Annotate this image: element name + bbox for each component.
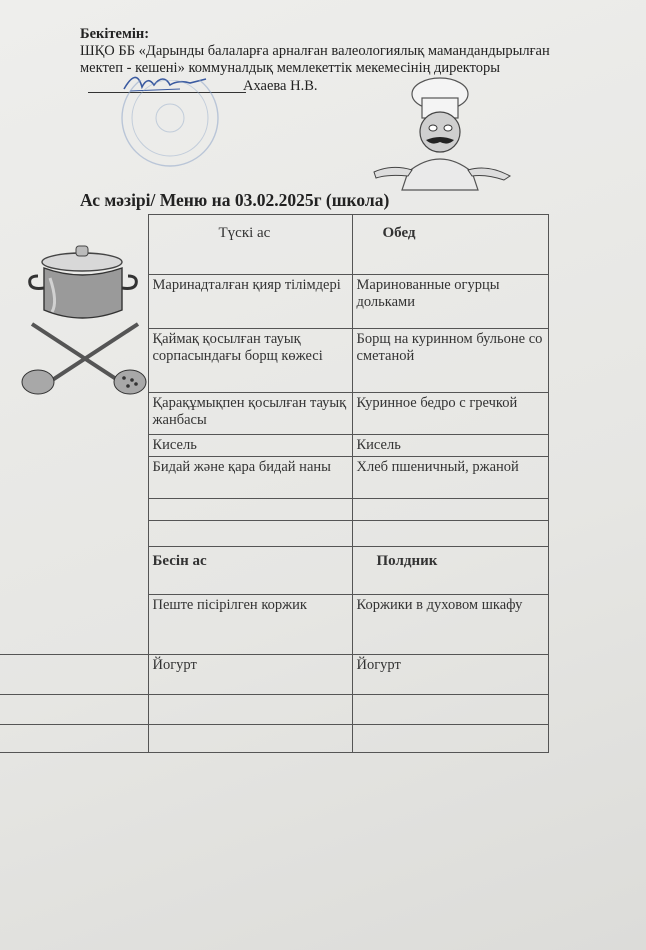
table-row	[0, 595, 548, 655]
pot-and-ladles-illustration	[18, 232, 153, 407]
table-row	[0, 499, 548, 521]
dish-ru: Хлеб пшеничный, ржаной	[352, 457, 548, 499]
table-row	[0, 457, 548, 499]
dish-ru: Кисель	[352, 435, 548, 457]
table-row	[0, 725, 548, 753]
table-row	[0, 547, 548, 595]
dish-kz: Маринадталған қияр тілімдері	[148, 275, 352, 329]
dish-kz: Кисель	[148, 435, 352, 457]
dish-ru: Йогурт	[352, 655, 548, 695]
approval-title: Бекітемін:	[80, 26, 150, 42]
table-row	[0, 695, 548, 725]
table-row	[0, 435, 548, 457]
dish-kz: Қаймақ қосылған тауық сорпасындағы борщ көжесі	[148, 329, 352, 393]
approval-org-line-2: мектеп - кешені» коммуналдық мемлекеттік мекемесінің директоры	[80, 60, 501, 76]
dish-kz: Пеште пісірілген коржик	[148, 595, 352, 655]
dish-kz: Бидай және қара бидай наны	[148, 457, 352, 499]
official-seal-stamp	[100, 80, 235, 170]
lunch-header-ru: Обед	[352, 215, 548, 275]
chef-illustration	[368, 72, 518, 192]
signer-name: Ахаева Н.В.	[243, 78, 318, 94]
dish-kz: Йогурт	[148, 655, 352, 695]
dish-ru: Коржики в духовом шкафу	[352, 595, 548, 655]
table-row	[0, 521, 548, 547]
lunch-header-kz: Түскі ас	[148, 215, 352, 275]
dish-ru: Куринное бедро с гречкой	[352, 393, 548, 435]
snack-header-ru: Полдник	[352, 547, 548, 595]
dish-ru: Борщ на куринном бульоне со сметаной	[352, 329, 548, 393]
table-row	[0, 655, 548, 695]
dish-kz: Қарақұмықпен қосылған тауық жанбасы	[148, 393, 352, 435]
menu-title: Ас мәзірі/ Меню на 03.02.2025г (школа)	[80, 190, 390, 210]
approval-org-line-1: ШҚО ББ «Дарынды балаларға арналған валеологиялық мамандандырылған	[80, 43, 550, 59]
snack-header-kz: Бесін ас	[148, 547, 352, 595]
dish-ru: Маринованные огурцы дольками	[352, 275, 548, 329]
